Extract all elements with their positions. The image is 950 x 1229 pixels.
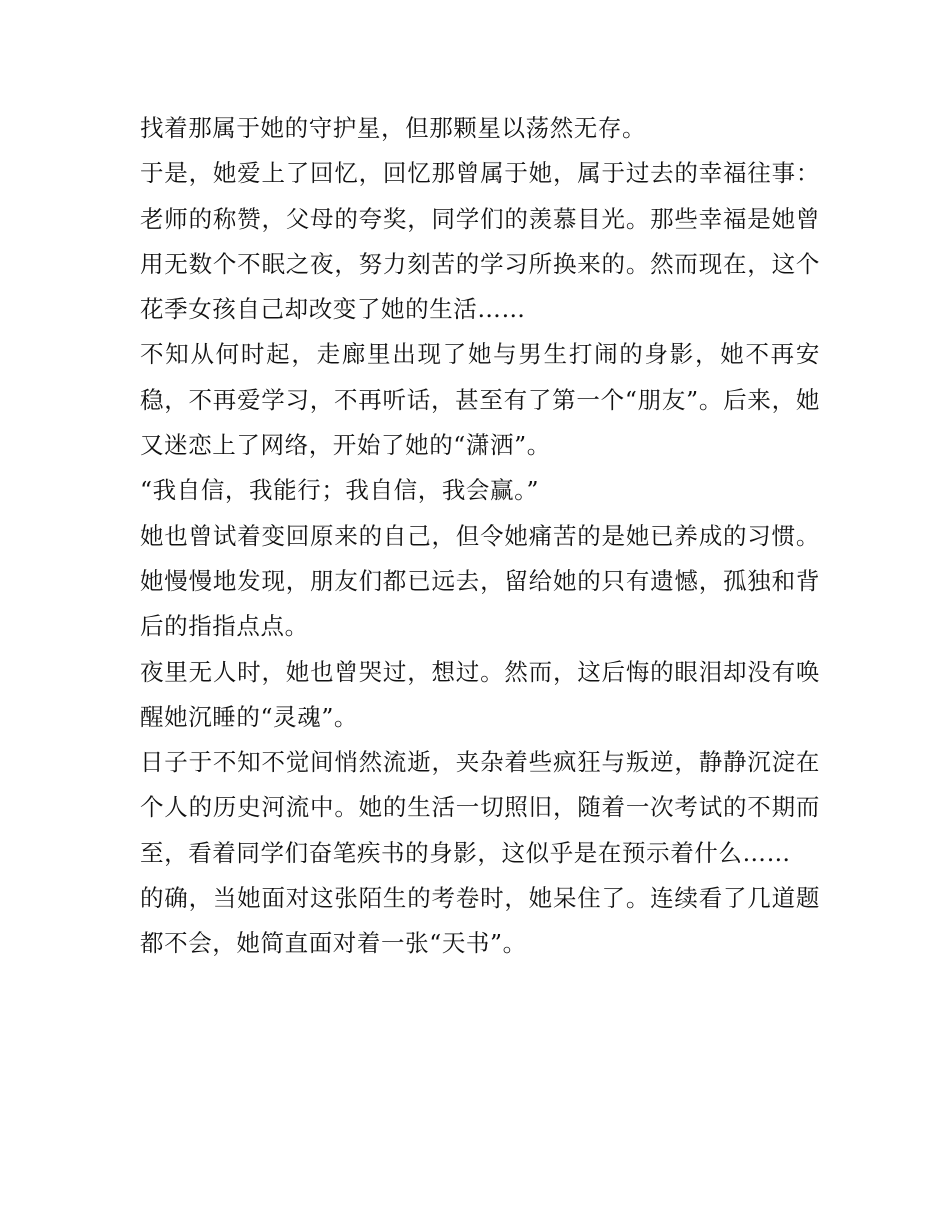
paragraph-7: 日子于不知不觉间悄然流逝，夹杂着些疯狂与叛逆，静静沉淀在个人的历史河流中。她的生活一切照旧，随着一次考试的不期而至，看着同学们奋笔疾书的身影，这似乎是在预示着什么…… — [140, 748, 820, 867]
document-body — [140, 106, 820, 967]
paragraph-3: 不知从何时起，走廊里出现了她与男生打闹的身影，她不再安稳，不再爱学习，不再听话，甚至有了第一个“朋友”。后来，她又迷恋上了网络，开始了她的“潇洒”。 — [140, 340, 820, 460]
paragraph-5: 她也曾试着变回原来的自己，但令她痛苦的是她已养成的习惯。她慢慢地发现，朋友们都已远去，留给她的只有遗憾，孤独和背后的指指点点。 — [140, 521, 820, 641]
paragraph-6: 夜里无人时，她也曾哭过，想过。然而，这后悔的眼泪却没有唤醒她沉睡的“灵魂”。 — [140, 657, 820, 731]
paragraph-4: “我自信，我能行；我自信，我会赢。” — [140, 476, 540, 505]
paragraph-2: 于是，她爱上了回忆，回忆那曾属于她，属于过去的幸福往事：老师的称赞，父母的夸奖，同学们的羡慕目光。那些幸福是她曾用无数个不眠之夜，努力刻苦的学习所换来的。然而现在，这个花季女孩自己却改变了她的生活…… — [140, 159, 820, 324]
paragraph-1: 找着那属于她的守护星，但那颗星以荡然无存。 — [140, 114, 647, 142]
paragraph-8: 的确，当她面对这张陌生的考卷时，她呆住了。连续看了几道题都不会，她简直面对着一张“天书”。 — [140, 884, 820, 958]
